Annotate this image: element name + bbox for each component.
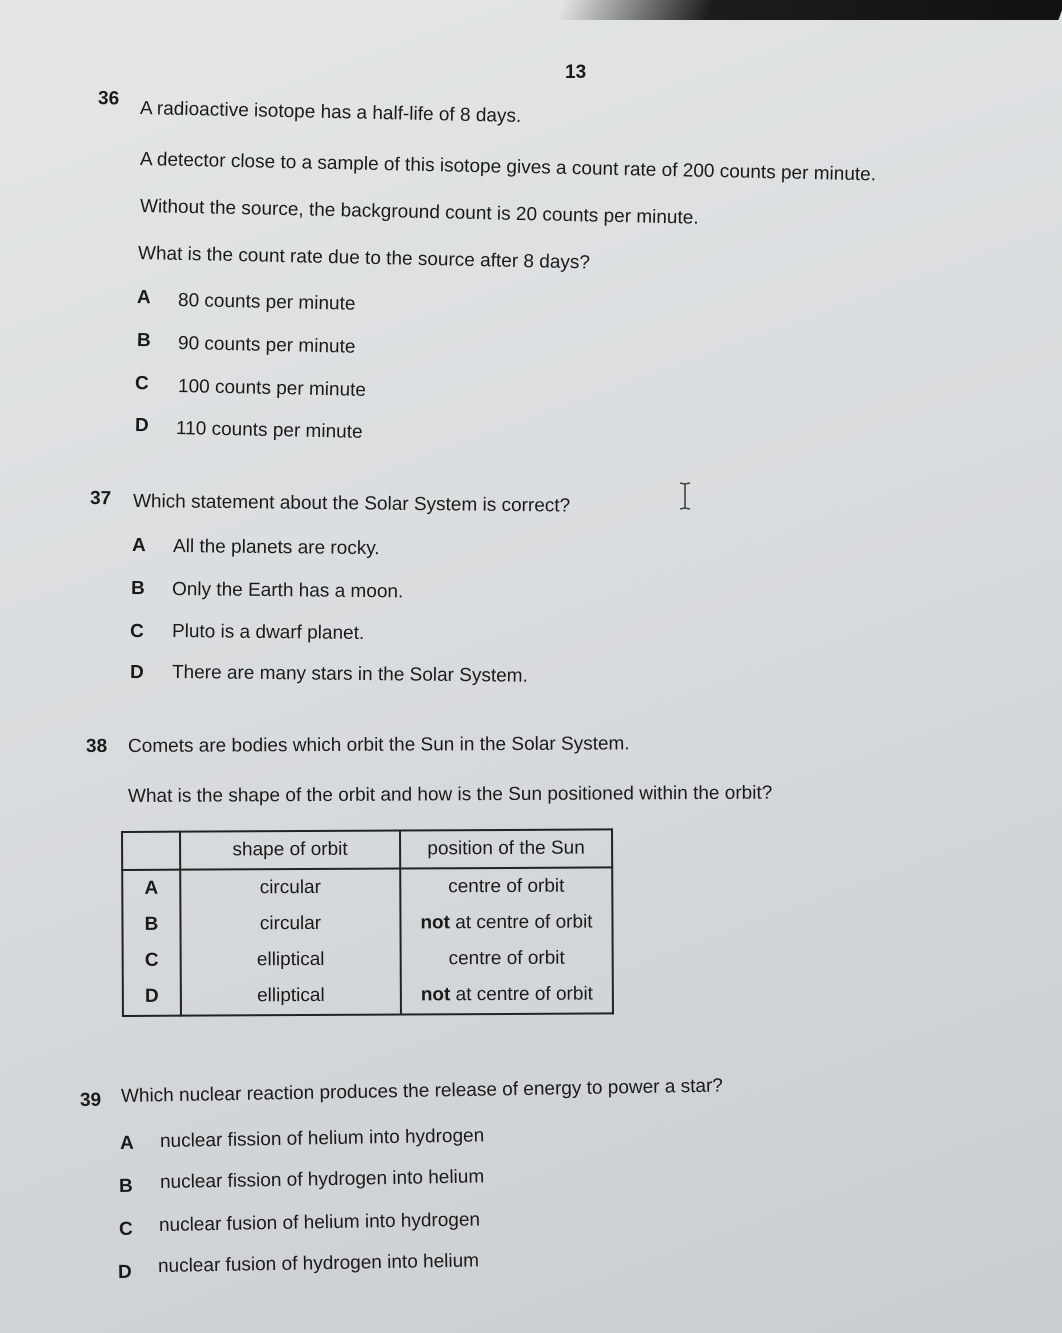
position-cell <box>400 904 612 941</box>
question-text: Without the source, the background count is 20 counts per minute. <box>139 196 699 229</box>
answer-table <box>121 828 614 1017</box>
question-text: Which statement about the Solar System is correct? <box>132 491 571 517</box>
question-text: What is the count rate due to the source after 8 days? <box>137 243 591 274</box>
option-letter: D <box>134 415 149 437</box>
option-text: nuclear fission of helium into hydrogen <box>159 1125 485 1152</box>
shape-cell: elliptical <box>181 942 401 979</box>
question-text: Which nuclear reaction produces the release of energy to power a star? <box>120 1075 724 1107</box>
option-letter: D <box>117 1261 132 1283</box>
question-number: 38 <box>85 735 108 757</box>
shape-cell: circular <box>180 906 400 943</box>
page-number: 13 <box>565 62 587 83</box>
shape-cell: circular <box>180 869 400 907</box>
option-text: All the planets are rocky. <box>172 536 380 560</box>
table-header-cell: position of the Sun <box>400 829 612 868</box>
option-text: 100 counts per minute <box>177 376 367 401</box>
option-text: Pluto is a dwarf planet. <box>171 621 365 645</box>
table-row <box>122 904 612 943</box>
position-cell <box>401 940 613 977</box>
question-text: A radioactive isotope has a half-life of 8 days. <box>139 98 522 127</box>
position-text: at centre of orbit <box>450 983 593 1006</box>
row-letter: A <box>122 870 180 907</box>
option-text: 80 counts per minute <box>177 290 356 315</box>
table-header-cell: shape of orbit <box>180 831 400 870</box>
question-number: 39 <box>79 1089 102 1111</box>
position-cell <box>400 867 612 905</box>
question-text: A detector close to a sample of this isotope gives a count rate of 200 counts per minute. <box>139 149 877 186</box>
option-text: There are many stars in the Solar System. <box>171 662 528 687</box>
screen-edge-shadow <box>556 0 1062 20</box>
option-text: nuclear fission of hydrogen into helium <box>159 1166 485 1193</box>
option-text: 90 counts per minute <box>177 333 356 358</box>
text-cursor-icon <box>676 481 696 511</box>
option-letter: A <box>119 1132 134 1154</box>
question-number: 37 <box>89 488 112 510</box>
position-text: centre of orbit <box>448 947 565 970</box>
position-text: centre of orbit <box>448 875 565 898</box>
option-text: 110 counts per minute <box>175 418 363 443</box>
table-header-cell <box>122 832 180 870</box>
table-row <box>122 867 612 907</box>
option-letter: C <box>118 1218 133 1240</box>
question-text: What is the shape of the orbit and how is the Sun positioned within the orbit? <box>127 782 773 807</box>
option-letter: B <box>118 1175 133 1197</box>
position-text: at centre of orbit <box>449 911 593 934</box>
table-row <box>123 940 613 979</box>
position-cell <box>401 976 613 1014</box>
question-text: Comets are bodies which orbit the Sun in the Solar System. <box>127 733 630 757</box>
row-letter: C <box>123 943 181 979</box>
question-number: 36 <box>97 88 120 110</box>
option-text: nuclear fusion of helium into hydrogen <box>158 1209 481 1236</box>
option-letter: A <box>131 535 146 557</box>
position-emphasis: not <box>420 912 451 934</box>
row-letter: B <box>122 907 180 943</box>
option-letter: D <box>129 662 144 684</box>
option-letter: C <box>134 373 149 395</box>
position-emphasis: not <box>420 984 451 1006</box>
option-letter: B <box>136 330 151 352</box>
option-text: Only the Earth has a moon. <box>171 579 404 603</box>
option-letter: A <box>136 287 151 309</box>
shape-cell: elliptical <box>181 978 401 1016</box>
option-letter: C <box>129 621 144 643</box>
row-letter: D <box>123 979 181 1016</box>
table-header-row <box>122 829 612 870</box>
option-letter: B <box>130 578 145 600</box>
option-text: nuclear fusion of hydrogen into helium <box>157 1250 480 1277</box>
table-row <box>123 976 613 1016</box>
